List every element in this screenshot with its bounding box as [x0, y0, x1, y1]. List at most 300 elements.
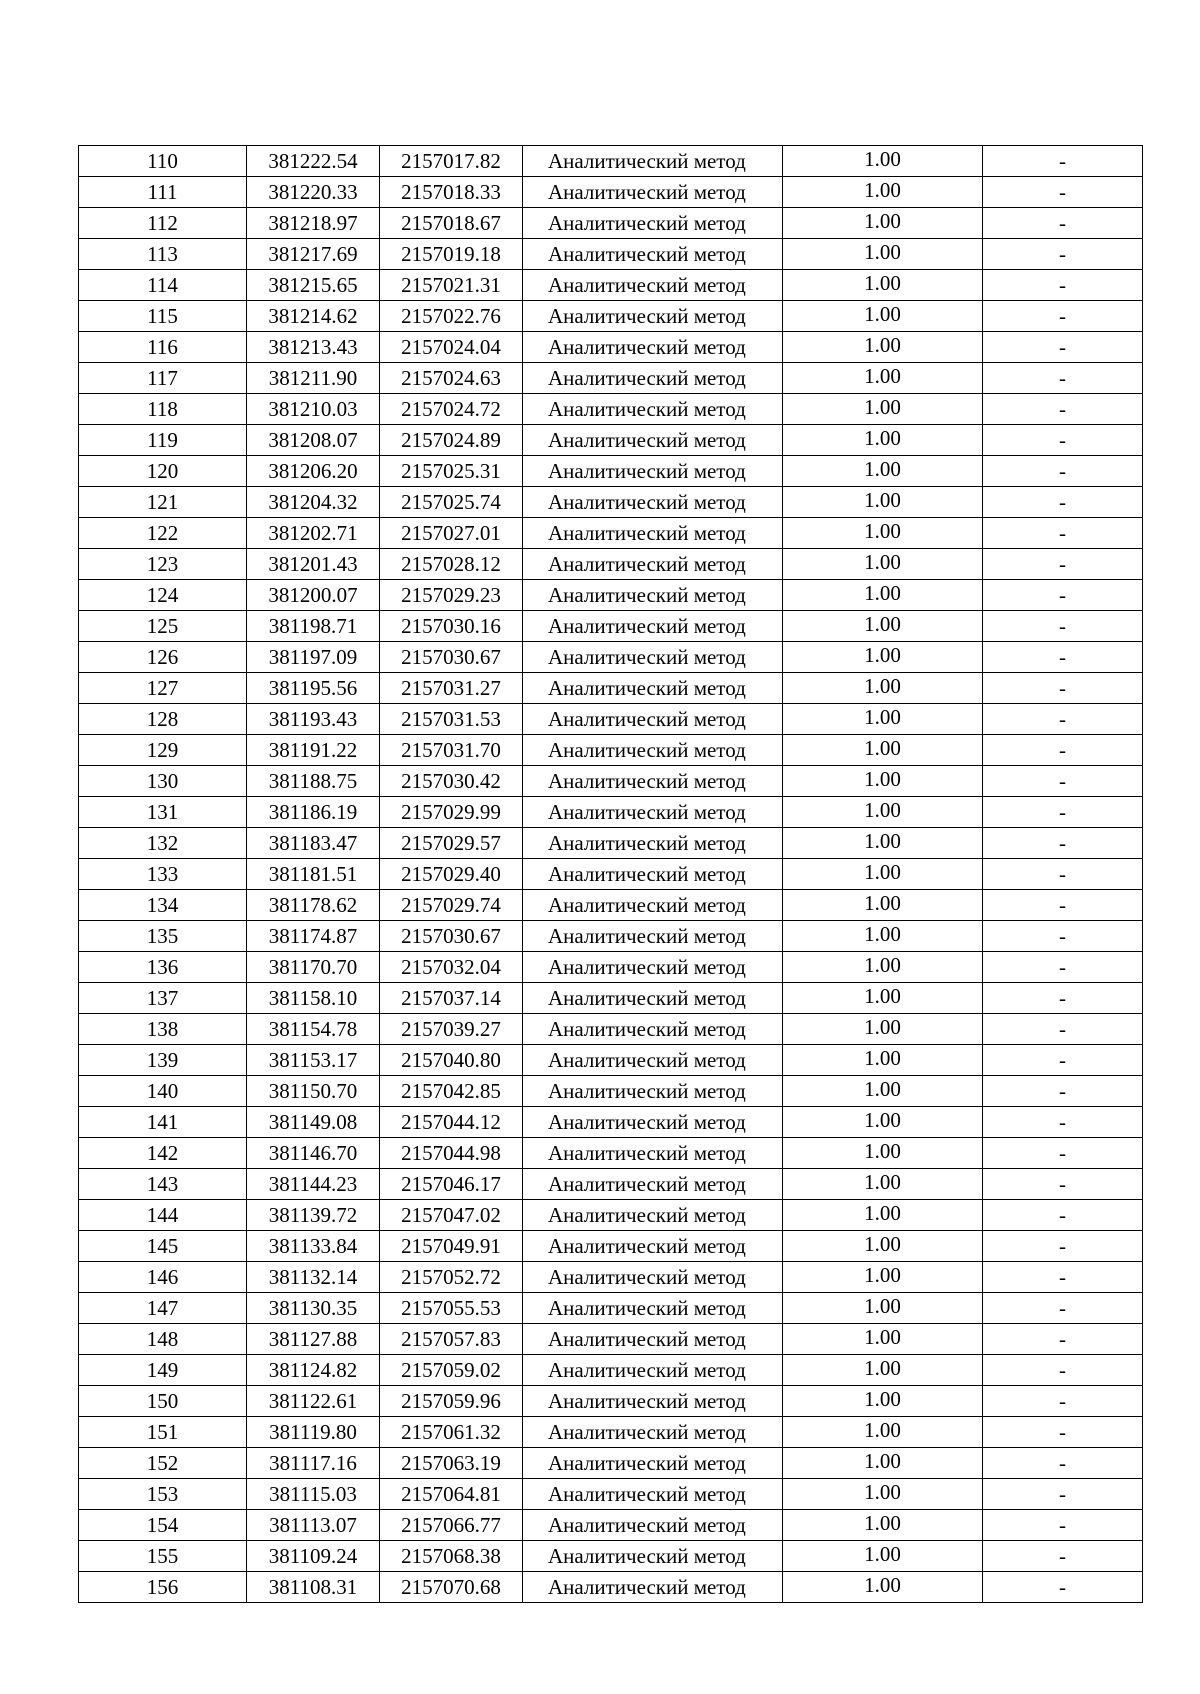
- method-cell: Аналитический метод: [523, 766, 783, 797]
- method-cell: Аналитический метод: [523, 270, 783, 301]
- table-row: [79, 239, 1143, 270]
- description-cell: -: [983, 1448, 1143, 1479]
- description-cell: -: [983, 270, 1143, 301]
- point-number-cell: 112: [79, 208, 247, 239]
- table-row: [79, 1045, 1143, 1076]
- point-number-cell: 133: [79, 859, 247, 890]
- y-coordinate-cell: 2157030.67: [380, 642, 523, 673]
- x-coordinate-cell: 381174.87: [247, 921, 380, 952]
- description-cell: -: [983, 456, 1143, 487]
- y-coordinate-cell: 2157068.38: [380, 1541, 523, 1572]
- method-cell: Аналитический метод: [523, 1138, 783, 1169]
- point-number-cell: 141: [79, 1107, 247, 1138]
- point-number-cell: 144: [79, 1200, 247, 1231]
- description-cell: -: [983, 952, 1143, 983]
- point-number-cell: 128: [79, 704, 247, 735]
- table-row: [79, 1231, 1143, 1262]
- accuracy-cell: 1.00: [783, 1107, 983, 1138]
- accuracy-cell: 1.00: [783, 890, 983, 921]
- x-coordinate-cell: 381124.82: [247, 1355, 380, 1386]
- method-cell: Аналитический метод: [523, 1572, 783, 1603]
- point-number-cell: 138: [79, 1014, 247, 1045]
- x-coordinate-cell: 381202.71: [247, 518, 380, 549]
- point-number-cell: 152: [79, 1448, 247, 1479]
- method-cell: Аналитический метод: [523, 1169, 783, 1200]
- description-cell: -: [983, 363, 1143, 394]
- accuracy-cell: 1.00: [783, 1200, 983, 1231]
- y-coordinate-cell: 2157037.14: [380, 983, 523, 1014]
- accuracy-cell: 1.00: [783, 425, 983, 456]
- point-number-cell: 116: [79, 332, 247, 363]
- table-row: [79, 1417, 1143, 1448]
- y-coordinate-cell: 2157057.83: [380, 1324, 523, 1355]
- accuracy-cell: 1.00: [783, 1572, 983, 1603]
- point-number-cell: 146: [79, 1262, 247, 1293]
- table-row: [79, 1448, 1143, 1479]
- point-number-cell: 111: [79, 177, 247, 208]
- method-cell: Аналитический метод: [523, 332, 783, 363]
- table-row: [79, 921, 1143, 952]
- point-number-cell: 156: [79, 1572, 247, 1603]
- method-cell: Аналитический метод: [523, 735, 783, 766]
- point-number-cell: 123: [79, 549, 247, 580]
- y-coordinate-cell: 2157025.31: [380, 456, 523, 487]
- y-coordinate-cell: 2157029.23: [380, 580, 523, 611]
- point-number-cell: 125: [79, 611, 247, 642]
- table-row: [79, 363, 1143, 394]
- description-cell: -: [983, 611, 1143, 642]
- y-coordinate-cell: 2157031.27: [380, 673, 523, 704]
- point-number-cell: 114: [79, 270, 247, 301]
- method-cell: Аналитический метод: [523, 1448, 783, 1479]
- table-row: [79, 332, 1143, 363]
- point-number-cell: 143: [79, 1169, 247, 1200]
- accuracy-cell: 1.00: [783, 239, 983, 270]
- x-coordinate-cell: 381218.97: [247, 208, 380, 239]
- table-row: [79, 270, 1143, 301]
- method-cell: Аналитический метод: [523, 921, 783, 952]
- method-cell: Аналитический метод: [523, 642, 783, 673]
- accuracy-cell: 1.00: [783, 735, 983, 766]
- description-cell: -: [983, 332, 1143, 363]
- point-number-cell: 150: [79, 1386, 247, 1417]
- table-row: [79, 1138, 1143, 1169]
- description-cell: -: [983, 146, 1143, 177]
- point-number-cell: 119: [79, 425, 247, 456]
- table-row: [79, 859, 1143, 890]
- x-coordinate-cell: 381208.07: [247, 425, 380, 456]
- method-cell: Аналитический метод: [523, 146, 783, 177]
- table-row: [79, 456, 1143, 487]
- table-row: [79, 487, 1143, 518]
- x-coordinate-cell: 381144.23: [247, 1169, 380, 1200]
- y-coordinate-cell: 2157029.40: [380, 859, 523, 890]
- description-cell: -: [983, 177, 1143, 208]
- accuracy-cell: 1.00: [783, 580, 983, 611]
- y-coordinate-cell: 2157030.67: [380, 921, 523, 952]
- description-cell: -: [983, 673, 1143, 704]
- accuracy-cell: 1.00: [783, 1231, 983, 1262]
- accuracy-cell: 1.00: [783, 549, 983, 580]
- method-cell: Аналитический метод: [523, 425, 783, 456]
- x-coordinate-cell: 381217.69: [247, 239, 380, 270]
- accuracy-cell: 1.00: [783, 332, 983, 363]
- y-coordinate-cell: 2157059.96: [380, 1386, 523, 1417]
- method-cell: Аналитический метод: [523, 673, 783, 704]
- point-number-cell: 131: [79, 797, 247, 828]
- table-row: [79, 1510, 1143, 1541]
- method-cell: Аналитический метод: [523, 828, 783, 859]
- y-coordinate-cell: 2157061.32: [380, 1417, 523, 1448]
- x-coordinate-cell: 381153.17: [247, 1045, 380, 1076]
- description-cell: -: [983, 766, 1143, 797]
- x-coordinate-cell: 381150.70: [247, 1076, 380, 1107]
- y-coordinate-cell: 2157044.12: [380, 1107, 523, 1138]
- table-row: [79, 394, 1143, 425]
- method-cell: Аналитический метод: [523, 1107, 783, 1138]
- y-coordinate-cell: 2157017.82: [380, 146, 523, 177]
- point-number-cell: 139: [79, 1045, 247, 1076]
- x-coordinate-cell: 381186.19: [247, 797, 380, 828]
- x-coordinate-cell: 381154.78: [247, 1014, 380, 1045]
- method-cell: Аналитический метод: [523, 1200, 783, 1231]
- y-coordinate-cell: 2157046.17: [380, 1169, 523, 1200]
- table-row: [79, 952, 1143, 983]
- x-coordinate-cell: 381201.43: [247, 549, 380, 580]
- accuracy-cell: 1.00: [783, 1014, 983, 1045]
- table-row: [79, 1169, 1143, 1200]
- description-cell: -: [983, 394, 1143, 425]
- y-coordinate-cell: 2157024.04: [380, 332, 523, 363]
- method-cell: Аналитический метод: [523, 704, 783, 735]
- x-coordinate-cell: 381188.75: [247, 766, 380, 797]
- y-coordinate-cell: 2157042.85: [380, 1076, 523, 1107]
- table-row: [79, 1386, 1143, 1417]
- y-coordinate-cell: 2157031.70: [380, 735, 523, 766]
- method-cell: Аналитический метод: [523, 1417, 783, 1448]
- description-cell: -: [983, 1231, 1143, 1262]
- point-number-cell: 120: [79, 456, 247, 487]
- accuracy-cell: 1.00: [783, 146, 983, 177]
- description-cell: -: [983, 1386, 1143, 1417]
- description-cell: -: [983, 1541, 1143, 1572]
- method-cell: Аналитический метод: [523, 487, 783, 518]
- description-cell: -: [983, 890, 1143, 921]
- point-number-cell: 115: [79, 301, 247, 332]
- x-coordinate-cell: 381193.43: [247, 704, 380, 735]
- accuracy-cell: 1.00: [783, 766, 983, 797]
- accuracy-cell: 1.00: [783, 1076, 983, 1107]
- table-row: [79, 146, 1143, 177]
- y-coordinate-cell: 2157063.19: [380, 1448, 523, 1479]
- table-row: [79, 1200, 1143, 1231]
- x-coordinate-cell: 381195.56: [247, 673, 380, 704]
- point-number-cell: 153: [79, 1479, 247, 1510]
- description-cell: -: [983, 704, 1143, 735]
- point-number-cell: 127: [79, 673, 247, 704]
- x-coordinate-cell: 381132.14: [247, 1262, 380, 1293]
- accuracy-cell: 1.00: [783, 1448, 983, 1479]
- x-coordinate-cell: 381178.62: [247, 890, 380, 921]
- method-cell: Аналитический метод: [523, 1262, 783, 1293]
- table-row: [79, 1572, 1143, 1603]
- accuracy-cell: 1.00: [783, 456, 983, 487]
- method-cell: Аналитический метод: [523, 952, 783, 983]
- point-number-cell: 132: [79, 828, 247, 859]
- accuracy-cell: 1.00: [783, 1355, 983, 1386]
- description-cell: -: [983, 549, 1143, 580]
- point-number-cell: 117: [79, 363, 247, 394]
- y-coordinate-cell: 2157018.67: [380, 208, 523, 239]
- point-number-cell: 136: [79, 952, 247, 983]
- x-coordinate-cell: 381133.84: [247, 1231, 380, 1262]
- method-cell: Аналитический метод: [523, 239, 783, 270]
- method-cell: Аналитический метод: [523, 797, 783, 828]
- y-coordinate-cell: 2157031.53: [380, 704, 523, 735]
- description-cell: -: [983, 735, 1143, 766]
- table-row: [79, 425, 1143, 456]
- y-coordinate-cell: 2157066.77: [380, 1510, 523, 1541]
- y-coordinate-cell: 2157047.02: [380, 1200, 523, 1231]
- y-coordinate-cell: 2157029.99: [380, 797, 523, 828]
- accuracy-cell: 1.00: [783, 673, 983, 704]
- table-row: [79, 1541, 1143, 1572]
- y-coordinate-cell: 2157030.42: [380, 766, 523, 797]
- y-coordinate-cell: 2157019.18: [380, 239, 523, 270]
- accuracy-cell: 1.00: [783, 394, 983, 425]
- y-coordinate-cell: 2157018.33: [380, 177, 523, 208]
- table-row: [79, 797, 1143, 828]
- method-cell: Аналитический метод: [523, 890, 783, 921]
- description-cell: -: [983, 1324, 1143, 1355]
- accuracy-cell: 1.00: [783, 1541, 983, 1572]
- point-number-cell: 142: [79, 1138, 247, 1169]
- coordinates-table: [78, 145, 1143, 1603]
- accuracy-cell: 1.00: [783, 208, 983, 239]
- description-cell: -: [983, 1572, 1143, 1603]
- accuracy-cell: 1.00: [783, 1324, 983, 1355]
- description-cell: -: [983, 1045, 1143, 1076]
- accuracy-cell: 1.00: [783, 177, 983, 208]
- point-number-cell: 129: [79, 735, 247, 766]
- accuracy-cell: 1.00: [783, 1262, 983, 1293]
- description-cell: -: [983, 239, 1143, 270]
- table-row: [79, 1293, 1143, 1324]
- point-number-cell: 137: [79, 983, 247, 1014]
- description-cell: -: [983, 859, 1143, 890]
- table-row: [79, 1479, 1143, 1510]
- table-row: [79, 1014, 1143, 1045]
- table-row: [79, 642, 1143, 673]
- point-number-cell: 124: [79, 580, 247, 611]
- x-coordinate-cell: 381117.16: [247, 1448, 380, 1479]
- point-number-cell: 147: [79, 1293, 247, 1324]
- point-number-cell: 148: [79, 1324, 247, 1355]
- accuracy-cell: 1.00: [783, 704, 983, 735]
- description-cell: -: [983, 1076, 1143, 1107]
- y-coordinate-cell: 2157055.53: [380, 1293, 523, 1324]
- point-number-cell: 130: [79, 766, 247, 797]
- point-number-cell: 154: [79, 1510, 247, 1541]
- method-cell: Аналитический метод: [523, 456, 783, 487]
- point-number-cell: 110: [79, 146, 247, 177]
- table-row: [79, 673, 1143, 704]
- point-number-cell: 121: [79, 487, 247, 518]
- method-cell: Аналитический метод: [523, 208, 783, 239]
- x-coordinate-cell: 381108.31: [247, 1572, 380, 1603]
- description-cell: -: [983, 642, 1143, 673]
- method-cell: Аналитический метод: [523, 518, 783, 549]
- description-cell: -: [983, 425, 1143, 456]
- y-coordinate-cell: 2157064.81: [380, 1479, 523, 1510]
- accuracy-cell: 1.00: [783, 1169, 983, 1200]
- point-number-cell: 118: [79, 394, 247, 425]
- y-coordinate-cell: 2157059.02: [380, 1355, 523, 1386]
- description-cell: -: [983, 518, 1143, 549]
- x-coordinate-cell: 381214.62: [247, 301, 380, 332]
- point-number-cell: 135: [79, 921, 247, 952]
- x-coordinate-cell: 381181.51: [247, 859, 380, 890]
- accuracy-cell: 1.00: [783, 1479, 983, 1510]
- description-cell: -: [983, 1355, 1143, 1386]
- method-cell: Аналитический метод: [523, 394, 783, 425]
- table-row: [79, 580, 1143, 611]
- method-cell: Аналитический метод: [523, 363, 783, 394]
- accuracy-cell: 1.00: [783, 952, 983, 983]
- description-cell: -: [983, 797, 1143, 828]
- description-cell: -: [983, 1510, 1143, 1541]
- y-coordinate-cell: 2157070.68: [380, 1572, 523, 1603]
- description-cell: -: [983, 828, 1143, 859]
- x-coordinate-cell: 381215.65: [247, 270, 380, 301]
- x-coordinate-cell: 381149.08: [247, 1107, 380, 1138]
- x-coordinate-cell: 381210.03: [247, 394, 380, 425]
- accuracy-cell: 1.00: [783, 859, 983, 890]
- accuracy-cell: 1.00: [783, 983, 983, 1014]
- y-coordinate-cell: 2157032.04: [380, 952, 523, 983]
- table-row: [79, 828, 1143, 859]
- accuracy-cell: 1.00: [783, 1417, 983, 1448]
- y-coordinate-cell: 2157030.16: [380, 611, 523, 642]
- x-coordinate-cell: 381220.33: [247, 177, 380, 208]
- y-coordinate-cell: 2157049.91: [380, 1231, 523, 1262]
- description-cell: -: [983, 208, 1143, 239]
- accuracy-cell: 1.00: [783, 1386, 983, 1417]
- method-cell: Аналитический метод: [523, 859, 783, 890]
- x-coordinate-cell: 381146.70: [247, 1138, 380, 1169]
- accuracy-cell: 1.00: [783, 1138, 983, 1169]
- point-number-cell: 151: [79, 1417, 247, 1448]
- method-cell: Аналитический метод: [523, 549, 783, 580]
- method-cell: Аналитический метод: [523, 1231, 783, 1262]
- x-coordinate-cell: 381211.90: [247, 363, 380, 394]
- accuracy-cell: 1.00: [783, 797, 983, 828]
- x-coordinate-cell: 381197.09: [247, 642, 380, 673]
- point-number-cell: 155: [79, 1541, 247, 1572]
- description-cell: -: [983, 1262, 1143, 1293]
- method-cell: Аналитический метод: [523, 1386, 783, 1417]
- accuracy-cell: 1.00: [783, 611, 983, 642]
- accuracy-cell: 1.00: [783, 1510, 983, 1541]
- table-row: [79, 890, 1143, 921]
- coordinates-table-body: [79, 146, 1143, 1603]
- description-cell: -: [983, 580, 1143, 611]
- method-cell: Аналитический метод: [523, 1324, 783, 1355]
- description-cell: -: [983, 983, 1143, 1014]
- method-cell: Аналитический метод: [523, 177, 783, 208]
- y-coordinate-cell: 2157029.57: [380, 828, 523, 859]
- method-cell: Аналитический метод: [523, 1510, 783, 1541]
- x-coordinate-cell: 381113.07: [247, 1510, 380, 1541]
- y-coordinate-cell: 2157024.63: [380, 363, 523, 394]
- x-coordinate-cell: 381109.24: [247, 1541, 380, 1572]
- point-number-cell: 134: [79, 890, 247, 921]
- point-number-cell: 149: [79, 1355, 247, 1386]
- method-cell: Аналитический метод: [523, 1076, 783, 1107]
- point-number-cell: 122: [79, 518, 247, 549]
- x-coordinate-cell: 381127.88: [247, 1324, 380, 1355]
- method-cell: Аналитический метод: [523, 1293, 783, 1324]
- point-number-cell: 113: [79, 239, 247, 270]
- method-cell: Аналитический метод: [523, 580, 783, 611]
- description-cell: -: [983, 1293, 1143, 1324]
- y-coordinate-cell: 2157028.12: [380, 549, 523, 580]
- method-cell: Аналитический метод: [523, 301, 783, 332]
- table-row: [79, 611, 1143, 642]
- accuracy-cell: 1.00: [783, 828, 983, 859]
- y-coordinate-cell: 2157021.31: [380, 270, 523, 301]
- table-row: [79, 208, 1143, 239]
- x-coordinate-cell: 381204.32: [247, 487, 380, 518]
- accuracy-cell: 1.00: [783, 487, 983, 518]
- table-row: [79, 549, 1143, 580]
- table-row: [79, 177, 1143, 208]
- description-cell: -: [983, 921, 1143, 952]
- table-row: [79, 1324, 1143, 1355]
- description-cell: -: [983, 487, 1143, 518]
- x-coordinate-cell: 381115.03: [247, 1479, 380, 1510]
- y-coordinate-cell: 2157039.27: [380, 1014, 523, 1045]
- description-cell: -: [983, 1107, 1143, 1138]
- x-coordinate-cell: 381183.47: [247, 828, 380, 859]
- description-cell: -: [983, 1417, 1143, 1448]
- x-coordinate-cell: 381198.71: [247, 611, 380, 642]
- x-coordinate-cell: 381191.22: [247, 735, 380, 766]
- table-row: [79, 1107, 1143, 1138]
- accuracy-cell: 1.00: [783, 1045, 983, 1076]
- y-coordinate-cell: 2157025.74: [380, 487, 523, 518]
- description-cell: -: [983, 1200, 1143, 1231]
- accuracy-cell: 1.00: [783, 921, 983, 952]
- table-row: [79, 983, 1143, 1014]
- x-coordinate-cell: 381158.10: [247, 983, 380, 1014]
- x-coordinate-cell: 381122.61: [247, 1386, 380, 1417]
- accuracy-cell: 1.00: [783, 642, 983, 673]
- x-coordinate-cell: 381200.07: [247, 580, 380, 611]
- y-coordinate-cell: 2157052.72: [380, 1262, 523, 1293]
- y-coordinate-cell: 2157024.89: [380, 425, 523, 456]
- table-row: [79, 518, 1143, 549]
- accuracy-cell: 1.00: [783, 363, 983, 394]
- method-cell: Аналитический метод: [523, 983, 783, 1014]
- method-cell: Аналитический метод: [523, 1479, 783, 1510]
- description-cell: -: [983, 1169, 1143, 1200]
- x-coordinate-cell: 381170.70: [247, 952, 380, 983]
- x-coordinate-cell: 381213.43: [247, 332, 380, 363]
- method-cell: Аналитический метод: [523, 611, 783, 642]
- description-cell: -: [983, 1014, 1143, 1045]
- y-coordinate-cell: 2157024.72: [380, 394, 523, 425]
